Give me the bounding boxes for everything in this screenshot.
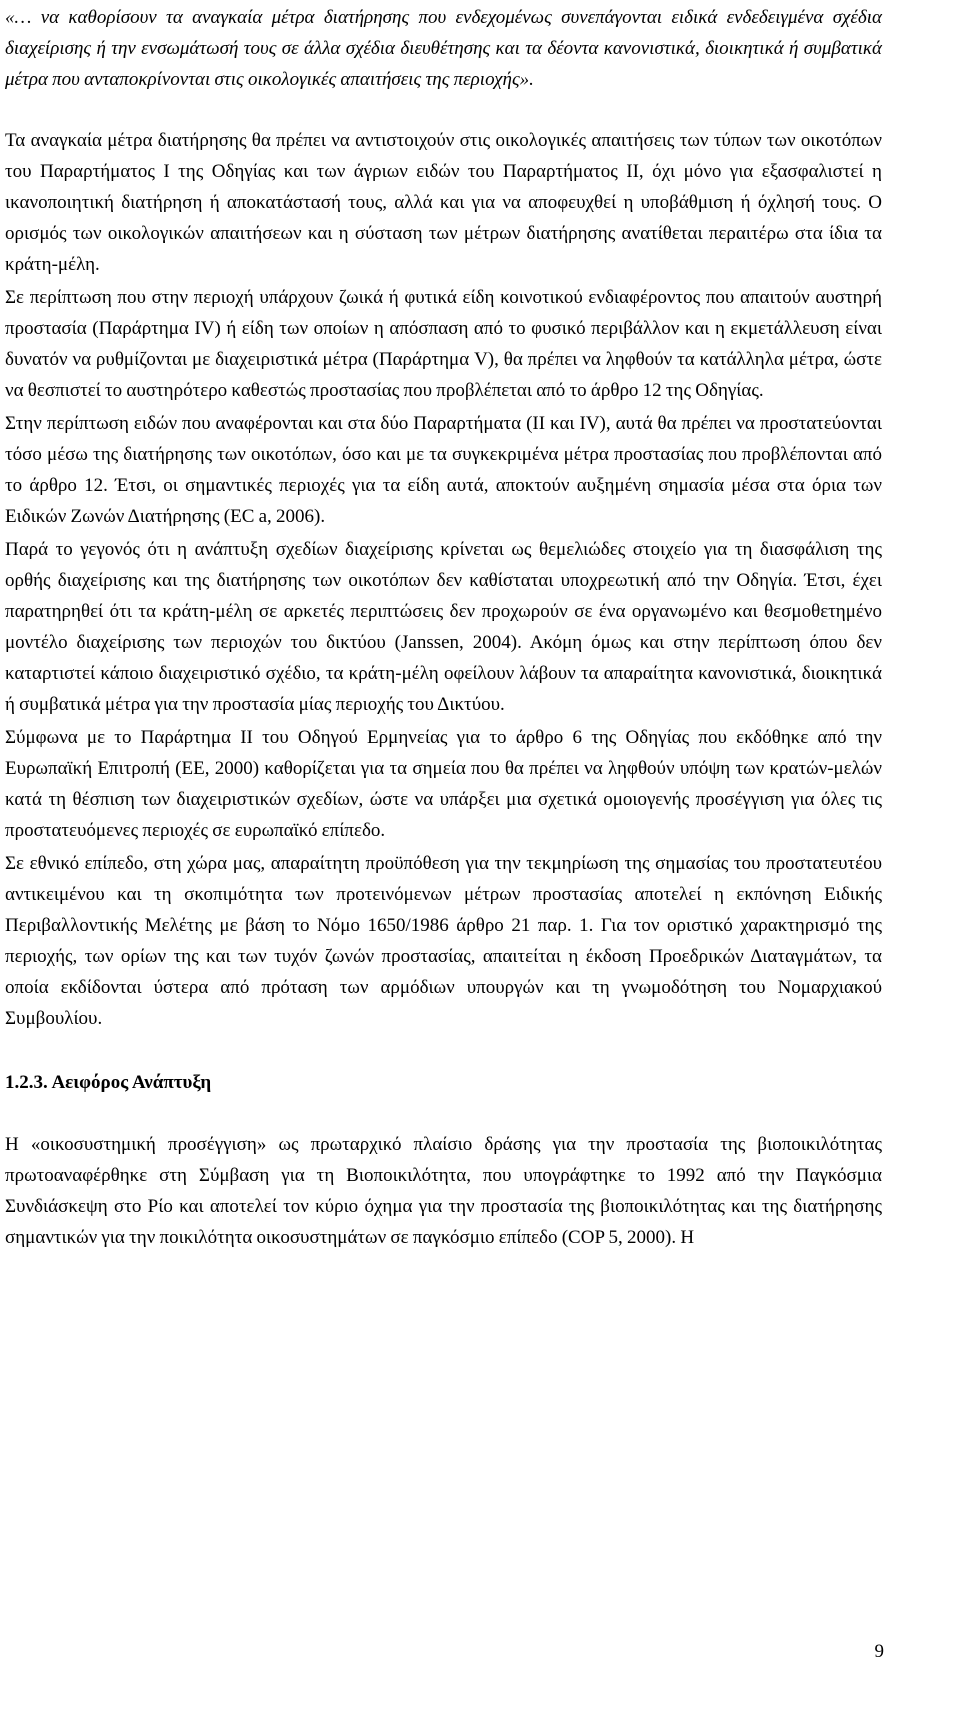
paragraph-strict-protection: Σε περίπτωση που στην περιοχή υπάρχουν ζωικά ή φυτικά είδη κοινοτικού ενδιαφέροντος που απαιτούν αυστηρή προστασία (Παράρτημα IV) ή είδη των οποίων η απόσπαση από το φυσικό περιβάλλον και η εκμετάλλευση είναι δυνατόν να ρυθμίζονται με διαχειριστικά μέτρα (Παράρτημα V), θα πρέπει να ληφθούν τα κατάλληλα μέτρα, ώστε να θεσπιστεί το αυστηρότερο καθεστώς προστασίας που προβλέπεται από το άρθρο 12 της Οδηγίας. [5, 287, 882, 401]
quote-paragraph: «… να καθορίσουν τα αναγκαία μέτρα διατήρησης που ενδεχομένως συνεπάγονται ειδικά ενδεδειγμένα σχέδια διαχείρισης ή την ενσωμάτωσή τους σε άλλα σχέδια διευθέτησης και τα δέοντα κανονιστικά, διοικητικά ή συμβατικά μέτρα που ανταποκρίνονται στις οικολογικές απαιτήσεις της περιοχής». [5, 7, 882, 90]
paragraph-annex-species: Στην περίπτωση ειδών που αναφέρονται και στα δύο Παραρτήματα (II και IV), αυτά θα πρέπει να προστατεύονται τόσο μέσω της διατήρησης των οικοτόπων, όσο και με τα συγκεκριμένα μέτρα προστασίας που προβλέπονται από το άρθρο 12. Έτσι, οι σημαντικές περιοχές για τα είδη αυτά, αποκτούν αυξημένη σημασία μέσα στα όρια των Ειδικών Ζωνών Διατήρησης (EC a, 2006). [5, 413, 882, 527]
paragraph-interpretation-guide: Σύμφωνα με το Παράρτημα ΙΙ του Οδηγού Ερμηνείας για το άρθρο 6 της Οδηγίας που εκδόθηκε από την Ευρωπαϊκή Επιτροπή (ΕΕ, 2000) καθορίζεται για τα σημεία που θα πρέπει να ληφθούν υπόψη των κρατών-μελών κατά τη θέσπιση των διαχειριστικών σχεδίων, ώστε να υπάρξει μια σχετικά ομοιογενής προσέγγιση για όλες τις προστατευόμενες περιοχές σε ευρωπαϊκό επίπεδο. [5, 727, 882, 841]
paragraph-ecosystem-approach: Η «οικοσυστημική προσέγγιση» ως πρωταρχικό πλαίσιο δράσης για την προστασία της βιοποικιλότητας πρωτοαναφέρθηκε στη Σύμβαση για τη Βιοποικιλότητα, που υπογράφτηκε το 1992 από την Παγκόσμια Συνδιάσκεψη στο Ρίο και αποτελεί τον κύριο όχημα για την προστασία της βιοποικιλότητας και της διατήρησης σημαντικών για την ποικιλότητα οικοσυστημάτων σε παγκόσμιο επίπεδο (COP 5, 2000). Η [5, 1134, 882, 1248]
paragraph-management-plans: Παρά το γεγονός ότι η ανάπτυξη σχεδίων διαχείρισης κρίνεται ως θεμελιώδες στοιχείο για τη διασφάλιση της ορθής διαχείρισης και της διατήρησης των οικοτόπων δεν καθίσταται υποχρεωτική από την Οδηγία. Έτσι, έχει παρατηρηθεί ότι τα κράτη-μέλη σε αρκετές περιπτώσεις δεν προχωρούν σε ένα οργανωμένο και θεσμοθετημένο μοντέλο διαχείρισης των περιοχών του δικτύου (Janssen, 2004). Ακόμη όμως και στην περίπτωση όπου δεν καταρτιστεί κάποιο διαχειριστικό σχέδιο, τα κράτη-μέλη οφείλουν λάβουν τα απαραίτητα κανονιστικά, διοικητικά ή συμβατικά μέτρα για την προστασία μίας περιοχής του Δικτύου. [5, 539, 882, 715]
page-number: 9 [874, 1641, 884, 1662]
document-page [5, 0, 882, 1253]
paragraph-national-level: Σε εθνικό επίπεδο, στη χώρα μας, απαραίτητη προϋπόθεση για την τεκμηρίωση της σημασίας του προστατευτέου αντικειμένου και τη σκοπιμότητα των προτεινόμενων μέτρων προστασίας αποτελεί η εκπόνηση Ειδικής Περιβαλλοντικής Μελέτης με βάση το Νόμο 1650/1986 άρθρο 21 παρ. 1. Για τον οριστικό χαρακτηρισμό της περιοχής, των ορίων της και των τυχόν ζωνών προστασίας, απαιτείται η έκδοση Προεδρικών Διαταγμάτων, τα οποία εκδίδονται ύστερα από πρόταση των αρμόδιων υπουργών και τη γνωμοδότηση του Νομαρχιακού Συμβουλίου. [5, 853, 882, 1029]
section-heading: 1.2.3. Αειφόρος Ανάπτυξη [5, 1072, 212, 1093]
paragraph-conservation-measures: Τα αναγκαία μέτρα διατήρησης θα πρέπει να αντιστοιχούν στις οικολογικές απαιτήσεις των τύπων των οικοτόπων του Παραρτήματος I της Οδηγίας και των άγριων ειδών του Παραρτήματος II, όχι μόνο για εξασφαλιστεί η ικανοποιητική διατήρηση ή αποκατάστασή τους, αλλά και για να αποφευχθεί η υποβάθμιση ή όχλησή τους. Ο ορισμός των οικολογικών απαιτήσεων και η σύσταση των μέτρων διατήρησης ανατίθεται περαιτέρω στα ίδια τα κράτη-μέλη. [5, 130, 882, 275]
